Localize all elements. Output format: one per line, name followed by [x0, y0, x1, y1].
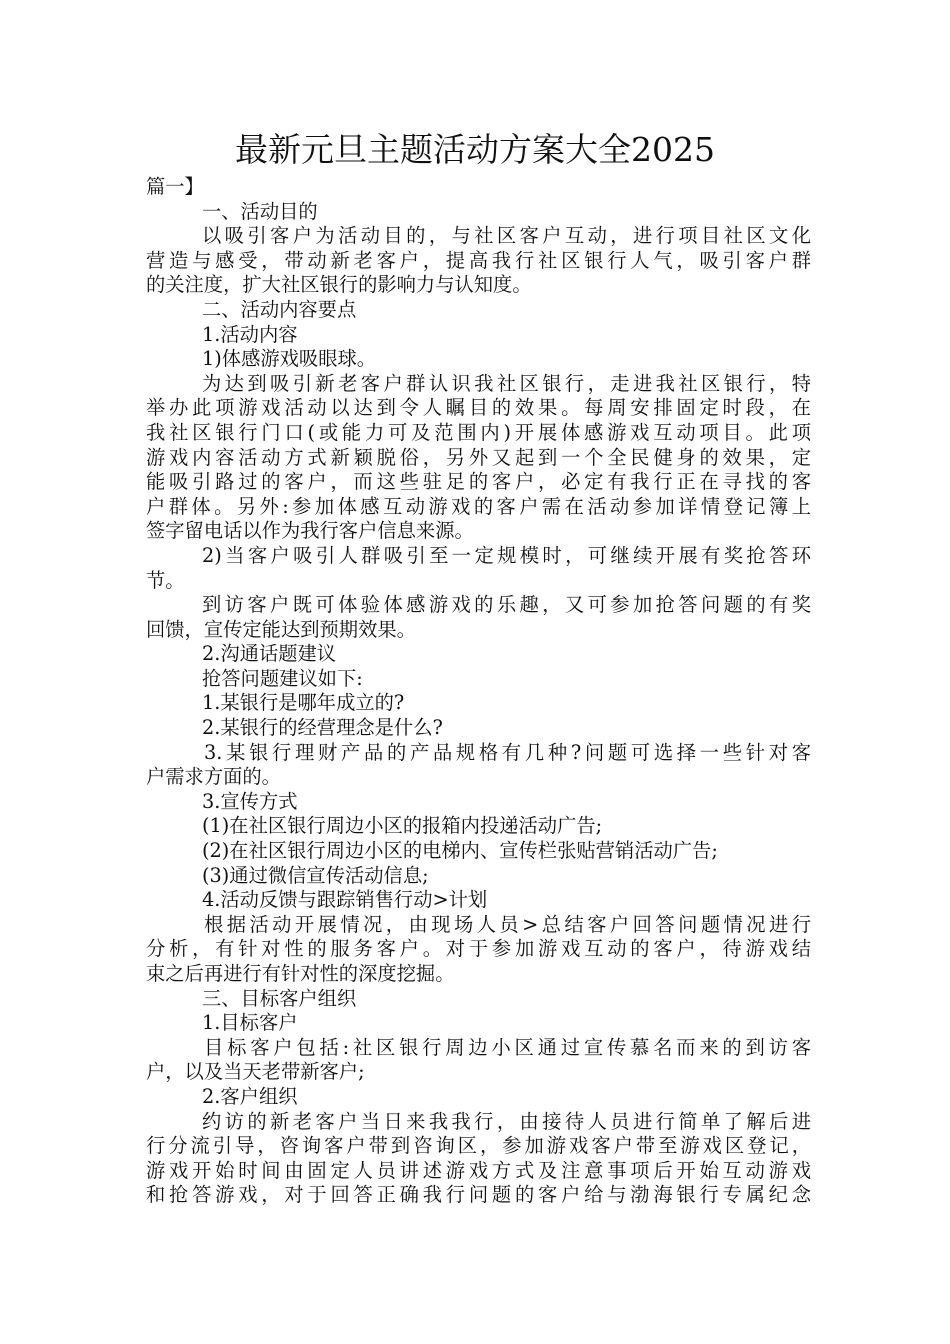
text-line: 户群体。另外:参加体感互动游戏的客户需在活动参加详情登记簿上: [146, 494, 811, 518]
text-line: 约访的新老客户当日来我我行，由接待人员进行简单了解后进: [202, 1109, 811, 1133]
text-line: 游戏开始时间由固定人员讲述游戏方式及注意事项后开始互动游戏: [146, 1158, 811, 1182]
text-line: 4.活动反馈与跟踪销售行动>计划: [202, 888, 488, 912]
text-line: 行分流引导，咨询客户带到咨询区，参加游戏客户带至游戏区登记，: [146, 1134, 811, 1158]
text-line: (2)在社区银行周边小区的电梯内、宣传栏张贴营销活动广告;: [202, 839, 718, 863]
text-line: 能吸引路过的客户，而这些驻足的客户，必定有我行正在寻找的客: [146, 470, 811, 494]
text-line: (1)在社区银行周边小区的报箱内投递活动广告;: [202, 814, 603, 838]
text-line: 举办此项游戏活动以达到令人瞩目的效果。每周安排固定时段，在: [146, 396, 811, 420]
text-line: 2.客户组织: [202, 1084, 298, 1108]
text-line: 户，以及当天老带新客户;: [146, 1060, 365, 1084]
text-line: 3.某银行理财产品的产品规格有几种?问题可选择一些针对客: [204, 740, 811, 764]
text-line: 1.目标客户: [202, 1011, 298, 1035]
text-line: 目标客户包括:社区银行周边小区通过宣传慕名而来的到访客: [204, 1035, 811, 1059]
text-line: 抢答问题建议如下:: [202, 666, 363, 690]
text-line: 到访客户既可体验体感游戏的乐趣，又可参加抢答问题的有奖: [202, 593, 811, 617]
text-line: 2)当客户吸引人群吸引至一定规模时，可继续开展有奖抢答环: [202, 543, 811, 567]
text-line: 3.宣传方式: [202, 789, 298, 813]
text-line: 的关注度，扩大社区银行的影响力与认知度。: [146, 273, 532, 297]
text-line: 以吸引客户为活动目的，与社区客户互动，进行项目社区文化: [202, 224, 811, 248]
text-line: 篇一】: [146, 175, 204, 198]
text-line: 分析，有针对性的服务客户。对于参加游戏互动的客户，待游戏结: [146, 937, 811, 961]
text-line: 户需求方面的。: [146, 765, 281, 789]
text-line: 1.某银行是哪年成立的?: [202, 691, 405, 715]
text-line: 1)体感游戏吸眼球。: [202, 347, 377, 371]
text-line: 三、目标客户组织: [202, 986, 357, 1010]
text-line: 签字留电话以作为我行客户信息来源。: [146, 519, 474, 543]
text-line: 束之后再进行有针对性的深度挖掘。: [146, 962, 455, 985]
text-line: 为达到吸引新老客户群认识我社区银行，走进我社区银行，特: [202, 371, 811, 395]
text-line: 一、活动目的: [202, 199, 318, 223]
text-line: 节。: [146, 568, 185, 592]
text-line: 2.某银行的经营理念是什么?: [202, 716, 443, 740]
text-line: (3)通过微信宣传活动信息;: [202, 863, 429, 887]
text-line: 二、活动内容要点: [202, 297, 357, 321]
text-line: 和抢答游戏，对于回答正确我行问题的客户给与渤海银行专属纪念: [146, 1183, 811, 1207]
text-line: 营造与感受，带动新老客户，提高我行社区银行人气，吸引客户群: [146, 248, 811, 272]
text-line: 我社区银行门口(或能力可及范围内)开展体感游戏互动项目。此项: [146, 420, 811, 444]
text-line: 根据活动开展情况，由现场人员>总结客户回答问题情况进行: [204, 912, 811, 936]
text-line: 回馈，宣传定能达到预期效果。: [146, 617, 416, 641]
text-line: 1.活动内容: [202, 322, 298, 346]
document-body: [146, 175, 811, 1208]
text-line: 游戏内容活动方式新颖脱俗，另外又起到一个全民健身的效果，定: [146, 445, 811, 469]
text-line: 2.沟通话题建议: [202, 642, 337, 666]
document-title: 最新元旦主题活动方案大全2025: [235, 130, 715, 169]
